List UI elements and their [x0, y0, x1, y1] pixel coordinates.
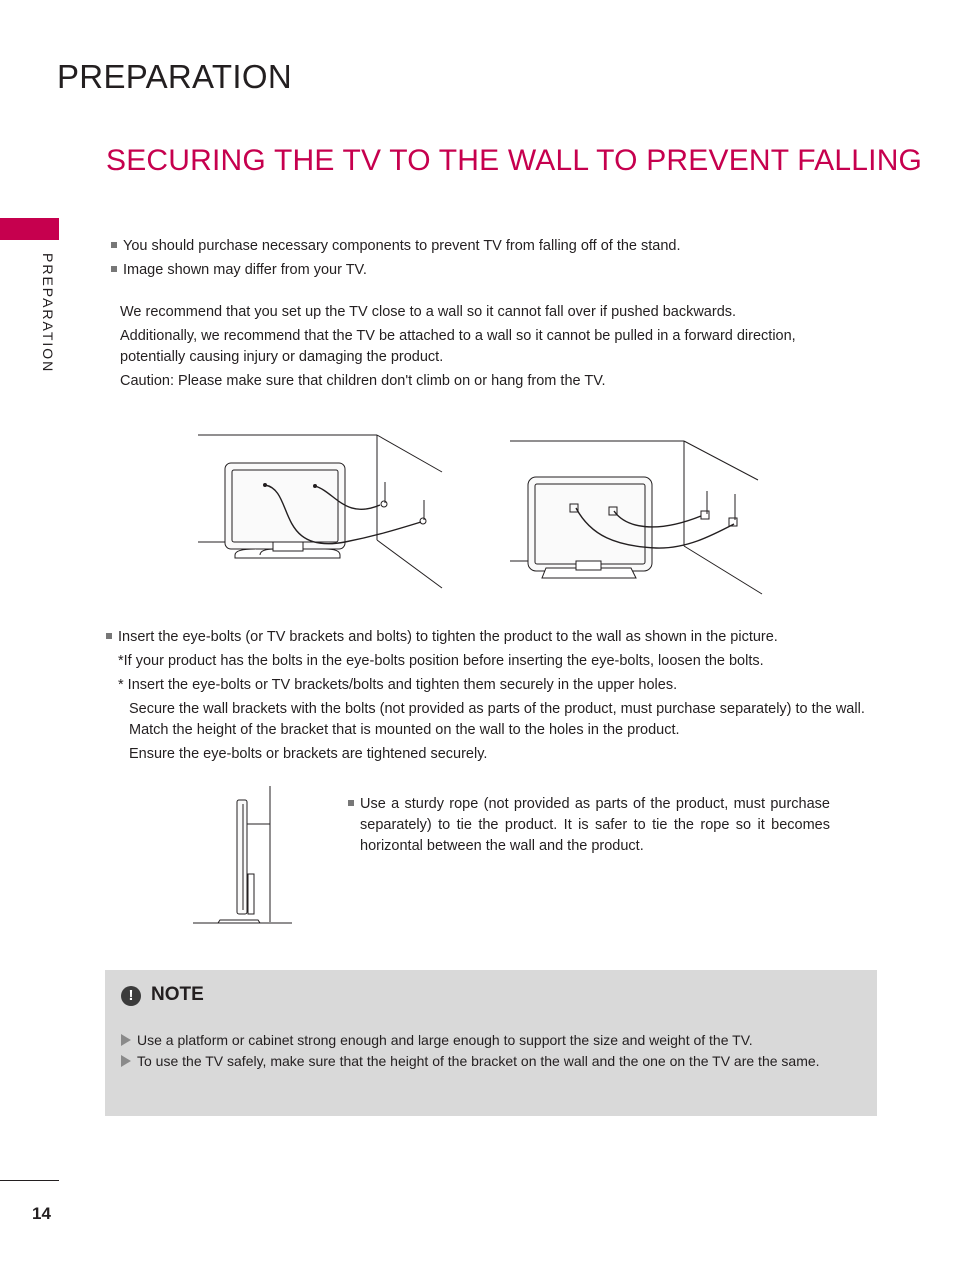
- square-bullet-icon: [106, 633, 112, 639]
- secure-brackets-text: Secure the wall brackets with the bolts (not provided as parts of the product, must purchase separately) to the wall. Match the height of the bracket that is mounted on the wall to the holes in the product.: [129, 701, 865, 738]
- side-tab-marker: [0, 218, 59, 240]
- insert-footnote-1: *If your product has the bolts in the eye-bolts position before inserting the eye-bolts, loosen the bolts.: [118, 653, 764, 669]
- rope-instruction: Use a sturdy rope (not provided as parts of the product, must purchase separately) to tie the product. It is safer to tie the rope so it becomes horizontal between the wall and the product.: [348, 794, 830, 857]
- recommendation-paragraphs: [120, 302, 860, 395]
- recommendation-paragraph: We recommend that you set up the TV close to a wall so it cannot fall over if pushed backwards.: [120, 304, 737, 320]
- caution-paragraph: Caution: Please make sure that children don't climb on or hang from the TV.: [120, 373, 606, 389]
- intro-bullet-list: [111, 236, 871, 284]
- note-box: [105, 970, 877, 1116]
- side-tab-label: PREPARATION: [40, 253, 56, 374]
- recommendation-paragraph: Additionally, we recommend that the TV be attached to a wall so it cannot be pulled in a forward direction, potentially causing injury or damaging the product.: [120, 328, 796, 365]
- note-heading: NOTE: [151, 984, 204, 1005]
- ensure-tightened-text: Ensure the eye-bolts or brackets are tightened securely.: [129, 746, 488, 762]
- intro-bullet: Image shown may differ from your TV.: [111, 260, 871, 284]
- intro-bullet: You should purchase necessary components to prevent TV from falling off of the stand.: [111, 236, 871, 260]
- insert-footnote-2: * Insert the eye-bolts or TV brackets/bolts and tighten them securely in the upper holes.: [118, 677, 678, 693]
- wall-mount-illustration-right: [506, 436, 764, 596]
- wall-mount-illustration-left: [195, 430, 447, 592]
- page-number: 14: [32, 1204, 51, 1223]
- note-item: To use the TV safely, make sure that the height of the bracket on the wall and the one on the TV are the same.: [121, 1051, 841, 1072]
- arrow-bullet-icon: [121, 1034, 131, 1046]
- note-item: Use a platform or cabinet strong enough and large enough to support the size and weight of the TV.: [121, 1030, 841, 1051]
- side-view-illustration: [190, 784, 296, 928]
- exclamation-icon: !: [121, 986, 141, 1006]
- square-bullet-icon: [111, 242, 117, 248]
- square-bullet-icon: [111, 266, 117, 272]
- page-title: PREPARATION: [57, 58, 292, 95]
- arrow-bullet-icon: [121, 1055, 131, 1067]
- section-title: SECURING THE TV TO THE WALL TO PREVENT FALLING: [106, 144, 923, 177]
- insert-instructions: [106, 627, 866, 765]
- square-bullet-icon: [348, 800, 354, 806]
- note-items: [121, 1030, 841, 1072]
- footer-rule: [0, 1180, 59, 1181]
- insert-main-instruction: Insert the eye-bolts (or TV brackets and bolts) to tighten the product to the wall as shown in the picture.: [106, 627, 866, 648]
